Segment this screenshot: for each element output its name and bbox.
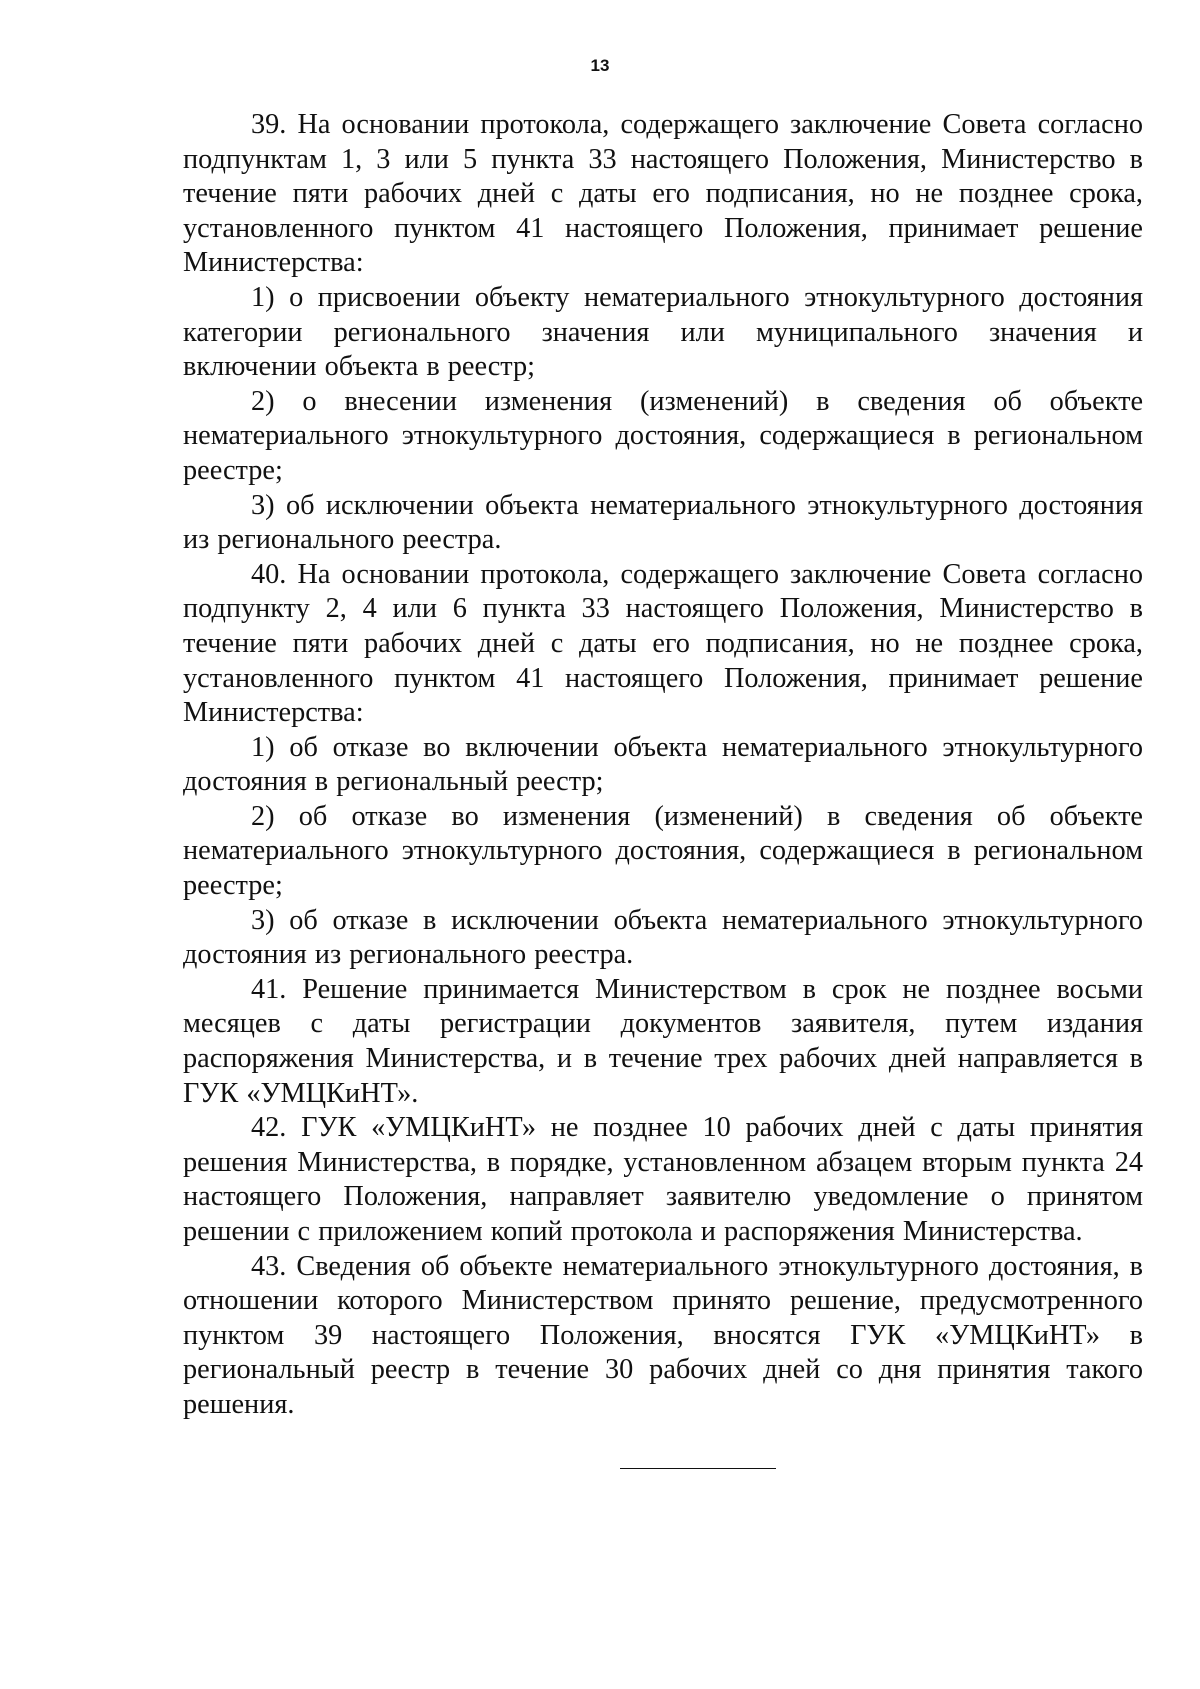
paragraph-40-item-2: 2) об отказе во изменения (изменений) в сведения об объекте нематериального этнокультурного достояния, содержащиеся в региональном реестре; bbox=[183, 800, 1143, 902]
paragraph-39-item-3: 3) об исключении объекта нематериального этнокультурного достояния из регионального реестра. bbox=[183, 489, 1143, 556]
paragraph-39-item-1: 1) о присвоении объекту нематериального этнокультурного достояния категории регионального значения или муниципального значения и включении объекта в реестр; bbox=[183, 281, 1143, 383]
paragraph-40: 40. На основании протокола, содержащего заключение Совета согласно подпункту 2, 4 или 6 пункта 33 настоящего Положения, Министерство в течение пяти рабочих дней с даты его подписания, но не позднее срока, установленного пунктом 41 настоящего Положения, принимает решение Министерства: bbox=[183, 558, 1143, 729]
document-body bbox=[183, 108, 1143, 1423]
paragraph-43: 43. Сведения об объекте нематериального этнокультурного достояния, в отношении которого Министерством принято решение, предусмотренного пунктом 39 настоящего Положения, вносятся ГУК «УМЦКиНТ» в региональный реестр в течение 30 рабочих дней со дня принятия такого решения. bbox=[183, 1250, 1143, 1420]
paragraph-39-item-2: 2) о внесении изменения (изменений) в сведения об объекте нематериального этнокультурного достояния, содержащиеся в региональном реестре; bbox=[183, 385, 1143, 486]
page-number: 13 bbox=[590, 56, 610, 75]
paragraph-40-item-1: 1) об отказе во включении объекта нематериального этнокультурного достояния в региональный реестр; bbox=[183, 731, 1143, 798]
end-of-document-rule bbox=[620, 1468, 776, 1469]
paragraph-42: 42. ГУК «УМЦКиНТ» не позднее 10 рабочих дней с даты принятия решения Министерства, в порядке, установленном абзацем вторым пункта 24 настоящего Положения, направляет заявителю уведомление о принятом решении с приложением копий протокола и распоряжения Министерства. bbox=[183, 1112, 1143, 1247]
paragraph-40-item-3: 3) об отказе в исключении объекта нематериального этнокультурного достояния из регионального реестра. bbox=[183, 904, 1143, 971]
paragraph-41: 41. Решение принимается Министерством в срок не позднее восьми месяцев с даты регистрации документов заявителя, путем издания распоряжения Министерства, и в течение трех рабочих дней направляется в ГУК «УМЦКиНТ». bbox=[183, 973, 1143, 1109]
paragraph-39: 39. На основании протокола, содержащего заключение Совета согласно подпунктам 1, 3 или 5 пункта 33 настоящего Положения, Министерство в течение пяти рабочих дней с даты его подписания, но не позднее срока, установленного пунктом 41 настоящего Положения, принимает решение Министерства: bbox=[183, 109, 1143, 279]
